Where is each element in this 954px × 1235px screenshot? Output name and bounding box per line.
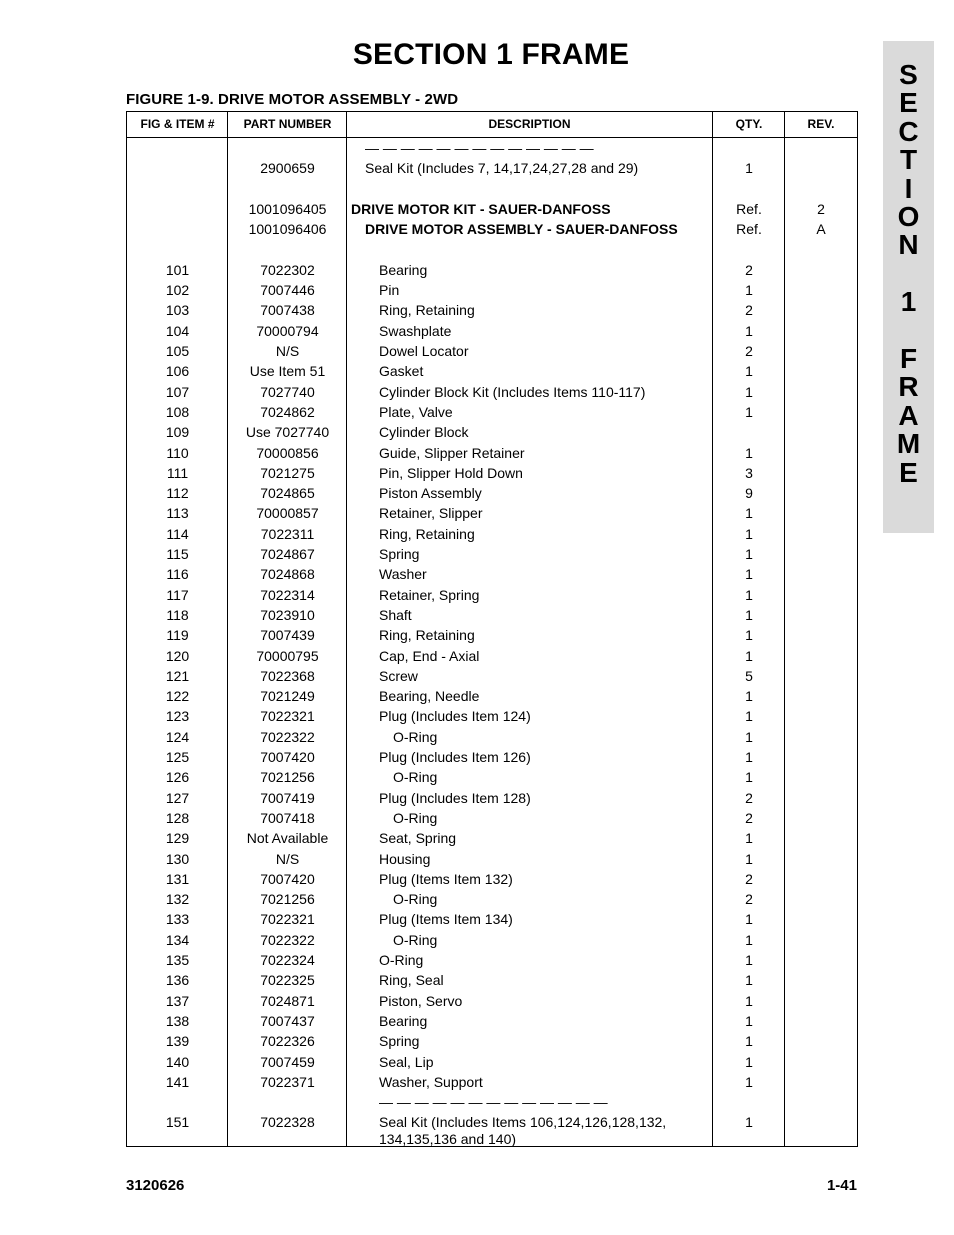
part-number-cell: 7022302	[260, 261, 315, 278]
part-number-cell: 7007459	[260, 1053, 315, 1070]
description-cell: Retainer, Slipper	[379, 505, 483, 522]
fig-item-cell: 133	[165, 911, 190, 928]
description-cell: Plate, Valve	[379, 403, 453, 420]
description-cell: Pin	[379, 282, 400, 299]
part-number-cell: 7022322	[260, 931, 315, 948]
description-cell: O-Ring	[393, 891, 438, 908]
part-number-cell: 7007420	[260, 749, 315, 765]
fig-item-cell: 105	[165, 343, 190, 359]
description-cell: Gasket	[379, 363, 424, 380]
qty-cell: 1	[745, 606, 753, 623]
parts-table	[126, 111, 858, 1147]
fig-item-cell: 117	[166, 586, 189, 603]
fig-item-cell: 127	[165, 789, 190, 806]
description-cell: 134,135,136 and 140)	[379, 1131, 517, 1148]
description-cell: Ring, Retaining	[379, 302, 475, 319]
part-number-cell: 7022311	[260, 525, 315, 542]
page-number: 1-41	[826, 1177, 857, 1194]
description-cell: DRIVE MOTOR KIT - SAUER-DANFOSS	[351, 200, 611, 217]
description-cell: Seal Kit (Includes Items 106,124,126,128,132,	[379, 1114, 667, 1131]
part-number-cell: 7007446	[260, 282, 315, 299]
side-tab-letter: O	[897, 201, 920, 232]
description-cell: Cylinder Block	[379, 424, 469, 441]
column-header-rev: REV.	[807, 117, 835, 131]
qty-cell: 1	[745, 383, 753, 400]
qty-cell: 2	[745, 809, 753, 826]
part-number-cell: 7021275	[260, 464, 315, 481]
description-cell: Spring	[379, 1033, 420, 1050]
part-number-cell: 7022321	[260, 911, 315, 928]
qty-cell: 1	[745, 647, 753, 664]
fig-item-cell: 129	[165, 830, 190, 847]
qty-cell: 1	[745, 708, 753, 725]
description-cell: Cylinder Block Kit (Includes Items 110-117)	[379, 383, 646, 400]
description-cell: Bearing	[379, 261, 428, 278]
side-tab-letter: E	[899, 87, 918, 119]
fig-item-cell: 126	[165, 769, 190, 786]
fig-item-cell: 103	[165, 302, 190, 319]
fig-item-cell: 132	[165, 891, 190, 908]
description-cell: Retainer, Spring	[379, 586, 480, 603]
qty-cell: 1	[745, 688, 753, 705]
qty-cell: 1	[745, 769, 753, 786]
qty-cell: 5	[745, 667, 753, 684]
side-tab-letter: I	[904, 172, 913, 204]
qty-cell: 1	[745, 992, 753, 1009]
fig-item-cell: 116	[166, 566, 189, 583]
part-number-cell: 7022321	[260, 708, 315, 725]
part-number-cell: 7007438	[260, 302, 315, 319]
qty-cell: 1	[745, 1033, 753, 1050]
part-number-cell: 7007437	[260, 1012, 315, 1029]
description-cell: Washer	[379, 566, 427, 583]
part-number-cell: 7022326	[260, 1033, 315, 1050]
qty-cell: 1	[745, 282, 753, 299]
fig-item-cell: 111	[166, 464, 189, 481]
fig-item-cell: 121	[165, 667, 190, 684]
description-cell: O-Ring	[379, 952, 424, 968]
qty-cell: 2	[745, 261, 753, 278]
part-number-cell: N/S	[275, 850, 300, 867]
part-number-cell: 1001096406	[248, 221, 327, 238]
rev-cell: A	[816, 221, 826, 238]
part-number-cell: Use Item 51	[249, 363, 326, 380]
description-cell: O-Ring	[393, 809, 438, 826]
description-cell: Seal, Lip	[379, 1053, 434, 1070]
qty-cell: 1	[745, 566, 753, 583]
qty-cell: 1	[745, 505, 753, 522]
side-tab-letter: T	[899, 144, 918, 176]
part-number-cell: 7024865	[260, 485, 315, 502]
qty-cell: 1	[745, 1053, 753, 1070]
description-cell: Cap, End - Axial	[379, 647, 480, 664]
qty-cell: 2	[745, 891, 753, 908]
qty-cell: 1	[745, 160, 753, 177]
part-number-cell: 7007418	[260, 809, 315, 826]
fig-item-cell: 130	[165, 850, 190, 867]
fig-item-cell: 109	[165, 424, 190, 441]
description-cell: Seat, Spring	[379, 830, 457, 847]
qty-cell: 1	[745, 1114, 753, 1131]
description-cell: Shaft	[379, 606, 412, 623]
part-number-cell: Use 7027740	[245, 424, 330, 441]
part-number-cell: 70000857	[256, 505, 319, 522]
document-number: 3120626	[126, 1177, 185, 1194]
fig-item-cell: 112	[166, 485, 189, 502]
description-cell: Swashplate	[379, 322, 452, 339]
qty-cell: 3	[745, 464, 753, 481]
part-number-cell: 7022325	[260, 972, 315, 989]
description-cell: Bearing	[379, 1012, 428, 1029]
qty-cell: 1	[745, 525, 753, 542]
part-number-cell: N/S	[275, 343, 300, 359]
part-number-cell: 7022371	[260, 1073, 315, 1090]
description-cell: Pin, Slipper Hold Down	[379, 464, 523, 481]
table-header	[127, 112, 857, 138]
figure-title: FIGURE 1-9. DRIVE MOTOR ASSEMBLY - 2WD	[126, 91, 459, 108]
qty-cell: 1	[745, 749, 753, 765]
column-header-fig-item: FIG & ITEM #	[140, 117, 215, 131]
qty-cell: 2	[745, 343, 753, 359]
part-number-cell: 7007419	[260, 789, 315, 806]
part-number-cell: Not Available	[246, 830, 329, 847]
part-number-cell: 7027740	[260, 383, 315, 400]
side-tab-letter: E	[899, 456, 918, 488]
part-number-cell: 7024871	[260, 992, 315, 1009]
fig-item-cell: 108	[165, 403, 190, 420]
fig-item-cell: 131	[165, 870, 190, 887]
description-cell: Guide, Slipper Retainer	[379, 444, 525, 461]
qty-cell: 1	[745, 952, 753, 968]
description-cell: Plug (Includes Item 128)	[379, 789, 531, 806]
part-number-cell: 2900659	[260, 160, 315, 177]
fig-item-cell: 113	[166, 505, 189, 522]
description-cell: Ring, Retaining	[379, 627, 475, 644]
qty-cell: 1	[745, 586, 753, 603]
fig-item-cell: 136	[165, 972, 190, 989]
part-number-cell: 7022314	[260, 586, 315, 603]
part-number-cell: 70000795	[256, 647, 319, 664]
fig-item-cell: 107	[165, 383, 190, 400]
qty-cell: 1	[745, 444, 753, 461]
column-header-description: DESCRIPTION	[488, 117, 571, 131]
part-number-cell: 70000794	[256, 322, 319, 339]
rev-cell: 2	[817, 200, 825, 217]
side-tab-letter: 1	[900, 286, 917, 318]
qty-cell: 1	[745, 931, 753, 948]
fig-item-cell: 137	[165, 992, 190, 1009]
part-number-cell: 7022368	[260, 667, 315, 684]
qty-cell: 1	[745, 403, 753, 420]
part-number-cell: 70000856	[256, 444, 319, 461]
fig-item-cell: 114	[166, 525, 189, 542]
qty-cell: 2	[745, 870, 753, 887]
fig-item-cell: 104	[165, 322, 190, 339]
description-cell: Plug (Includes Item 124)	[379, 708, 531, 725]
side-tab-letter: R	[898, 371, 919, 403]
fig-item-cell: 120	[165, 647, 190, 664]
part-number-cell: 7007420	[260, 870, 315, 887]
qty-cell: 9	[745, 485, 753, 502]
fig-item-cell: 139	[165, 1033, 190, 1050]
fig-item-cell: 110	[166, 444, 189, 461]
qty-cell: Ref.	[736, 200, 762, 217]
part-number-cell: 7022322	[260, 728, 315, 745]
side-tab-letter: S	[899, 59, 918, 90]
fig-item-cell: 135	[165, 952, 190, 968]
fig-item-cell: 134	[165, 931, 190, 948]
qty-cell: 2	[745, 302, 753, 319]
fig-item-cell: 151	[165, 1114, 190, 1131]
fig-item-cell: 124	[165, 728, 190, 745]
description-cell: Dowel Locator	[379, 343, 469, 359]
part-number-cell: 7022328	[260, 1114, 315, 1131]
part-number-cell: 7024862	[260, 403, 315, 420]
fig-item-cell: 141	[165, 1073, 190, 1090]
side-tab-letter: N	[898, 229, 919, 261]
fig-item-cell: 102	[165, 282, 190, 299]
fig-item-cell: 125	[165, 749, 190, 765]
description-cell: Washer, Support	[379, 1073, 483, 1090]
fig-item-cell: 119	[166, 627, 189, 644]
description-cell: O-Ring	[393, 728, 438, 745]
qty-cell: 1	[745, 728, 753, 745]
qty-cell: 1	[745, 627, 753, 644]
fig-item-cell: 106	[165, 363, 190, 380]
section-side-tab	[883, 41, 934, 533]
description-cell: Plug (Items Item 132)	[379, 870, 513, 887]
description-cell: DRIVE MOTOR ASSEMBLY - SAUER-DANFOSS	[365, 221, 678, 238]
part-number-cell: 7021256	[260, 891, 315, 908]
qty-cell: 1	[745, 322, 753, 339]
fig-item-cell: 123	[165, 708, 190, 725]
description-cell: Seal Kit (Includes 7, 14,17,24,27,28 and 29)	[365, 160, 639, 177]
fig-item-cell: 101	[165, 261, 190, 278]
qty-cell: 1	[745, 830, 753, 847]
description-cell: — — — — — — — — — — — — —	[365, 140, 594, 156]
column-header-qty: QTY.	[735, 117, 763, 131]
part-number-cell: 7024868	[260, 566, 315, 583]
qty-cell: 2	[745, 789, 753, 806]
description-cell: Housing	[379, 850, 431, 867]
part-number-cell: 1001096405	[248, 200, 327, 217]
description-cell: Piston, Servo	[379, 992, 463, 1009]
fig-item-cell: 138	[165, 1012, 190, 1029]
description-cell: Bearing, Needle	[379, 688, 480, 705]
qty-cell: 1	[745, 911, 753, 928]
fig-item-cell: 122	[165, 688, 190, 705]
qty-cell: 1	[745, 972, 753, 989]
description-cell: O-Ring	[393, 769, 438, 786]
description-cell: Ring, Seal	[379, 972, 444, 989]
description-cell: — — — — — — — — — — — — —	[379, 1094, 608, 1111]
qty-cell: 1	[745, 546, 753, 562]
part-number-cell: 7023910	[260, 606, 315, 623]
qty-cell: 1	[745, 1073, 753, 1090]
fig-item-cell: 115	[166, 546, 189, 562]
part-number-cell: 7007439	[260, 627, 315, 644]
description-cell: Plug (Includes Item 126)	[379, 749, 531, 765]
qty-cell: Ref.	[736, 221, 762, 238]
description-cell: Ring, Retaining	[379, 525, 475, 542]
side-tab-letter: A	[898, 399, 919, 431]
side-tab-letter: M	[896, 428, 921, 460]
qty-cell: 1	[745, 363, 753, 380]
description-cell: Piston Assembly	[379, 485, 482, 502]
description-cell: Plug (Items Item 134)	[379, 911, 513, 928]
qty-cell: 1	[745, 1012, 753, 1029]
side-tab-letter: F	[899, 343, 918, 374]
fig-item-cell: 128	[165, 809, 190, 826]
fig-item-cell: 118	[166, 606, 189, 623]
section-title: SECTION 1 FRAME	[352, 38, 630, 71]
part-number-cell: 7022324	[260, 952, 315, 968]
description-cell: Spring	[379, 546, 420, 562]
side-tab-letter: C	[898, 115, 919, 147]
part-number-cell: 7024867	[260, 546, 315, 562]
part-number-cell: 7021256	[260, 769, 315, 786]
qty-cell: 1	[745, 850, 753, 867]
part-number-cell: 7021249	[260, 688, 315, 705]
column-header-part-number: PART NUMBER	[243, 117, 332, 131]
description-cell: O-Ring	[393, 931, 438, 948]
fig-item-cell: 140	[165, 1053, 190, 1070]
description-cell: Screw	[379, 667, 418, 684]
